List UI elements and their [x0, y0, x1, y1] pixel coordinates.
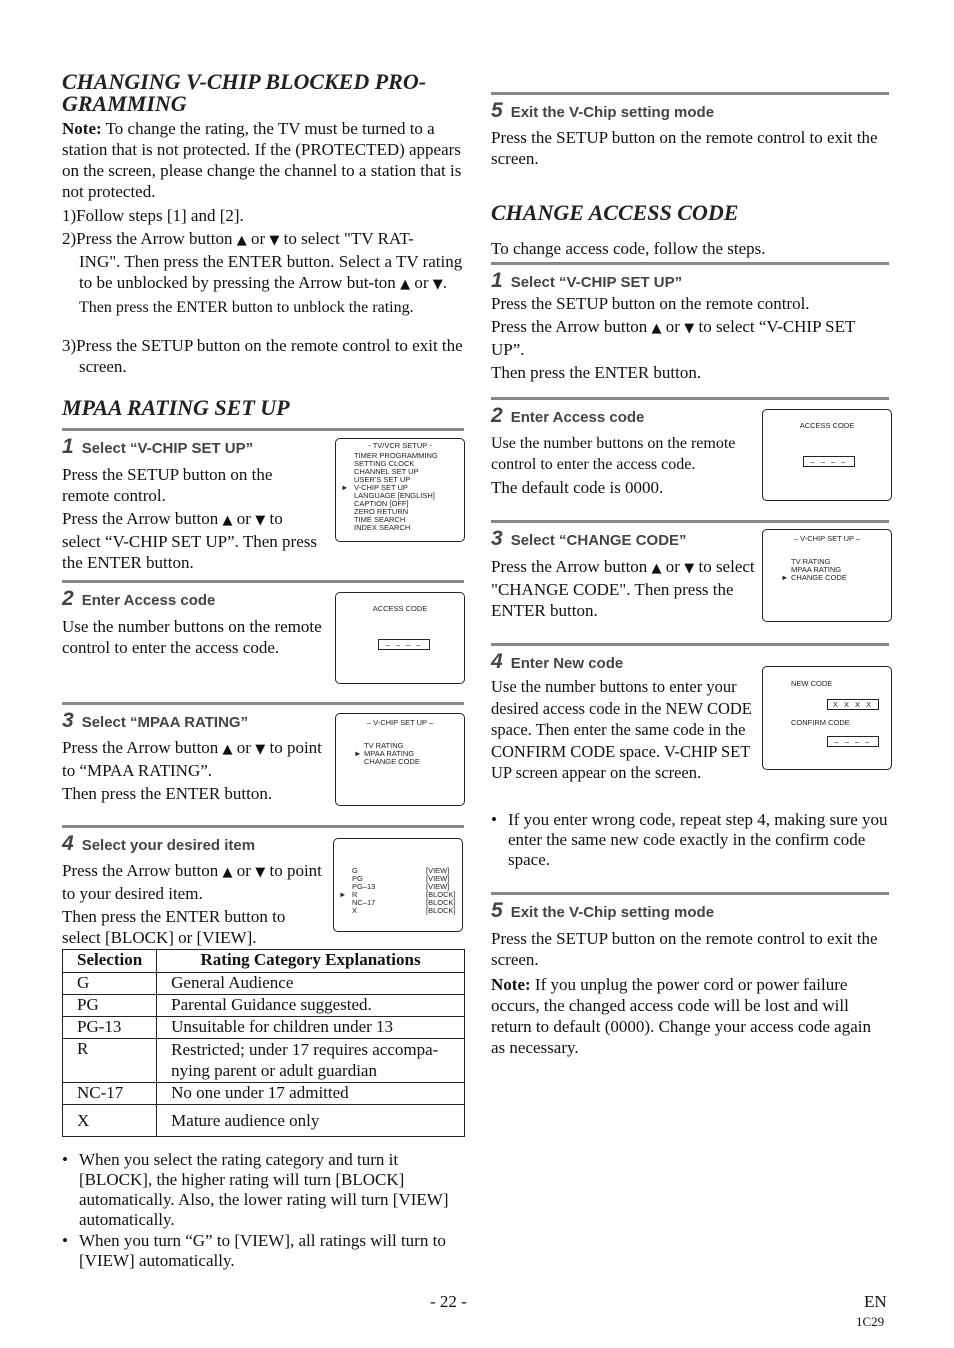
list-item-2: 2)Press the Arrow button ▲ or ▼ to select "TV RAT- ING". Then press the ENTER button. Select a TV rating to be unblocked by pressing the Arrow but-ton ▲ or ▼. Then press the ENTER button to unblock the rating. — [62, 229, 463, 316]
screen-title: ACCESS CODE — [372, 604, 428, 613]
menu-list: TV RATING MPAA RATING CHANGE CODE — [791, 557, 847, 582]
section-title-changing-vchip: CHANGING V-CHIP BLOCKED PRO- GRAMMING — [62, 69, 427, 116]
change-code-intro: To change access code, follow the steps. — [491, 239, 766, 258]
table-header: Rating Category Explanations — [157, 950, 465, 973]
bullet-wrong-code: • If you enter wrong code, repeat step 4, making sure you enter the same new code exactly in the confirm code space. — [491, 810, 889, 870]
down-arrow-icon: ▼ — [432, 277, 443, 292]
mpaa-rating-list-screen — [333, 838, 463, 932]
note-text: If you unplug the power cord or power failure occurs, the changed access code will be lost and will return to default (0000). Change your access code again as necessary. — [491, 975, 871, 1057]
rating-labels: G PG PG–13 R NC–17 X — [352, 866, 376, 915]
cursor-icon: ► — [339, 890, 347, 899]
final-note — [491, 974, 889, 1058]
rating-values: [VIEW] [VIEW] [VIEW] [BLOCK] [BLOCK] [BLOCK] — [426, 866, 456, 915]
up-arrow-icon: ▲ — [222, 865, 233, 880]
down-arrow-icon: ▼ — [255, 513, 266, 528]
note-label: Note: — [491, 975, 531, 994]
section-title-change-code: CHANGE ACCESS CODE — [491, 200, 739, 225]
table-row: R Restricted; under 17 requires accompa-nying parent or adult guardian — [63, 1039, 465, 1083]
mpaa-step-1-text: Press the SETUP button on the remote control. Press the Arrow button ▲ or ▼ to select “V-CHIP SET UP”. Then press the ENTER button. — [62, 465, 317, 572]
list-item-3: 3)Press the SETUP button on the remote control to exit the screen. — [62, 336, 463, 376]
up-arrow-icon: ▲ — [222, 513, 233, 528]
code-step-1-text: Press the SETUP button on the remote control. Press the Arrow button ▲ or ▼ to select “V-CHIP SET UP”. Then press the ENTER button. — [491, 294, 856, 382]
tv-vcr-setup-screen — [335, 438, 465, 542]
access-code-screen — [335, 592, 465, 684]
page-number: - 22 - — [430, 1292, 467, 1311]
language-code: EN — [864, 1292, 887, 1311]
confirm-code-box: – – – – — [827, 736, 879, 747]
cursor-icon: ► — [354, 749, 362, 758]
up-arrow-icon: ▲ — [651, 321, 662, 336]
confirm-code-label: CONFIRM CODE — [791, 718, 850, 727]
down-arrow-icon: ▼ — [269, 233, 280, 248]
vchip-setup-screen — [335, 713, 465, 806]
up-arrow-icon: ▲ — [400, 277, 411, 292]
new-code-screen — [762, 666, 892, 770]
mpaa-step-3: 3 Select “MPAA RATING” — [62, 702, 464, 733]
bullet-view-all: • When you turn “G” to [VIEW], all ratings will turn to [VIEW] automatically. — [62, 1231, 464, 1271]
menu-list: TV RATING MPAA RATING CHANGE CODE — [364, 741, 420, 766]
note-paragraph — [62, 118, 464, 202]
mpaa-step-2: 2 Enter Access code — [62, 580, 464, 611]
code-step-2: 2 Enter Access code — [491, 397, 889, 428]
vchip-setup-screen-2 — [762, 529, 892, 622]
mpaa-step-2-text: Use the number buttons on the remote control to enter the access code. — [62, 617, 322, 657]
screen-title: – V-CHIP SET UP – — [366, 718, 434, 727]
list-item-1: 1)Follow steps [1] and [2]. — [62, 206, 244, 225]
document-code: 1C29 — [856, 1314, 885, 1329]
code-step-5: 5 Exit the V-Chip setting mode — [491, 892, 889, 923]
rating-table — [62, 949, 465, 1137]
table-row: X Mature audience only — [63, 1105, 465, 1137]
mpaa-step-1: 1 Select “V-CHIP SET UP” — [62, 428, 464, 459]
section-title-mpaa: MPAA RATING SET UP — [62, 395, 290, 420]
up-arrow-icon: ▲ — [236, 233, 247, 248]
code-step-5-text: Press the SETUP button on the remote control to exit the screen. — [491, 929, 878, 969]
mpaa-step-5-text: Press the SETUP button on the remote control to exit the screen. — [491, 128, 878, 168]
screen-title: - TV/VCR SETUP - — [368, 441, 432, 450]
mpaa-step-4-text: Press the Arrow button ▲ or ▼ to point to your desired item. Then press the ENTER button to select [BLOCK] or [VIEW]. — [62, 861, 322, 947]
code-step-2-text: Use the number buttons on the remote control to enter the access code. The default code is 0000. — [491, 435, 736, 497]
down-arrow-icon: ▼ — [255, 865, 266, 880]
code-step-3-text: Press the Arrow button ▲ or ▼ to select "CHANGE CODE". Then press the ENTER button. — [491, 557, 755, 620]
table-header: Selection — [63, 950, 157, 973]
new-code-box: X X X X — [827, 699, 879, 710]
mpaa-step-5: 5 Exit the V-Chip setting mode — [491, 92, 889, 123]
table-row: G General Audience — [63, 973, 465, 995]
up-arrow-icon: ▲ — [651, 561, 662, 576]
table-row: NC-17 No one under 17 admitted — [63, 1083, 465, 1105]
access-code-screen-2 — [762, 409, 892, 501]
code-step-4-text: Use the number buttons to enter your desired access code in the NEW CODE space. Then enter the same code in the CONFIRM CODE space. V-CHIP SET UP screen appear on the screen. — [491, 677, 752, 782]
code-step-1: 1 Select “V-CHIP SET UP” — [491, 262, 889, 293]
table-row: PG Parental Guidance suggested. — [63, 995, 465, 1017]
down-arrow-icon: ▼ — [684, 321, 695, 336]
new-code-label: NEW CODE — [791, 679, 833, 688]
cursor-icon: ► — [341, 483, 349, 492]
up-arrow-icon: ▲ — [222, 742, 233, 757]
cursor-icon: ► — [781, 573, 789, 582]
table-row: PG-13 Unsuitable for children under 13 — [63, 1017, 465, 1039]
bullet-block-rating: • When you select the rating category and turn it [BLOCK], the higher rating will turn [BLOCK] automatically. Also, the lower rating will turn [VIEW] automatically. — [62, 1150, 464, 1230]
screen-title: – V-CHIP SET UP – — [793, 534, 861, 543]
access-code-box: – – – – — [378, 639, 430, 650]
code-step-4: 4 Enter New code — [491, 643, 889, 674]
mpaa-step-4: 4 Select your desired item — [62, 825, 464, 856]
mpaa-step-3-text: Press the Arrow button ▲ or ▼ to point to “MPAA RATING”. Then press the ENTER button. — [62, 738, 322, 803]
menu-list: TIMER PROGRAMMING SETTING CLOCK CHANNEL SET UP USER'S SET UP V-CHIP SET UP LANGUAGE [ENGLISH] CAPTION [OFF] ZERO RETURN TIME SEARCH INDEX SEARCH — [354, 451, 438, 532]
note-text: To change the rating, the TV must be turned to a station that is not protected. If the (PROTECTED) appears on the screen, please change the channel to a station that is not protected. — [62, 119, 462, 201]
down-arrow-icon: ▼ — [255, 742, 266, 757]
note-label: Note: — [62, 119, 102, 138]
code-step-3: 3 Select “CHANGE CODE” — [491, 520, 889, 551]
screen-title: ACCESS CODE — [799, 421, 855, 430]
down-arrow-icon: ▼ — [684, 561, 695, 576]
access-code-box: – – – – — [803, 456, 855, 467]
